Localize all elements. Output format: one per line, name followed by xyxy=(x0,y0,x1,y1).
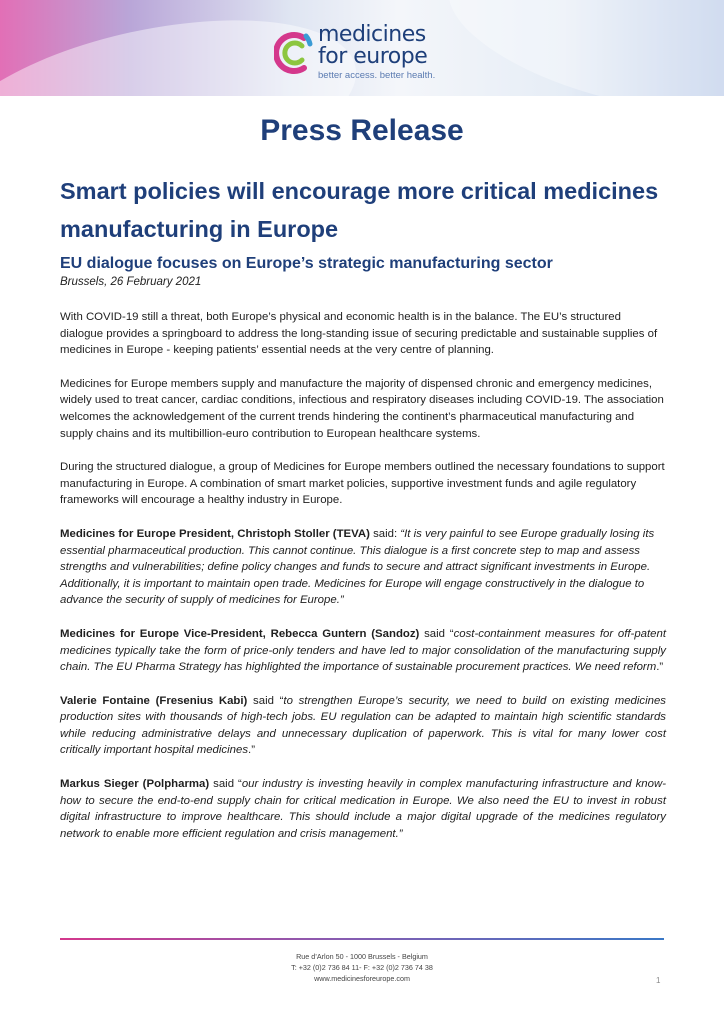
subheadline: EU dialogue focuses on Europe’s strategic manufacturing sector xyxy=(60,255,553,272)
headline: Smart policies will encourage more critical medicines manufacturing in Europe xyxy=(60,178,659,242)
footer-website[interactable]: www.medicinesforeurope.com xyxy=(314,974,410,983)
quote-text: cost-containment measures for off-patent medicines typically take the form of price-only tenders and have led to major consolidation of the manufacturing supply chain. The EU Pharma Strategy has highlighted the importance of sustainable procurement practices. We need reform xyxy=(60,627,666,674)
paragraph-3: During the structured dialogue, a group of Medicines for Europe members outlined the necessary foundations to support manufacturing in Europe. A combination of smart market policies, supportive investment funds and agile regulatory frameworks will encourage a healthy industry in Europe. xyxy=(60,461,665,507)
page-number: 1 xyxy=(656,976,661,985)
quote-said: said “ xyxy=(209,778,242,791)
header-banner xyxy=(0,0,724,96)
logo-line-2: for europe xyxy=(318,44,428,69)
quote-text: our industry is investing heavily in complex manufacturing infrastructure and know-how to secure the end-to-end supply chain for critical medication in Europe. We also need the EU to invest in robust digital infrastructure to improve healthcare. This should include a major digital upgrade of the medicines regulatory network to enable more efficient regulation and crisis management.” xyxy=(60,778,666,840)
article-body xyxy=(60,309,666,859)
logo-line-1: medicines xyxy=(318,22,426,47)
page-title: Press Release xyxy=(260,114,464,147)
logo-text xyxy=(318,24,435,81)
quote-text: “It is very painful to see Europe gradually losing its essential pharmaceutical production. This cannot continue. This dialogue is a first concrete step to map and assess strengths and vulnerabilities; define policy changes and funds to secure and attract significant investments in Europe. Additionally, it is important to maintain open trade. Medicines for Europe will engage constructively in the dialogue to advance the security of supply of medicines for Europe.” xyxy=(60,527,655,607)
quote-text: to strengthen Europe’s security, we need to build on existing medicines production sites with thousands of high-tech jobs. EU regulation can be adapted to maintain high scientific standards while reducing administrative delays and unnecessary duplication of paperwork. This is vital for many lower cost critically important hospital medicines xyxy=(60,694,666,757)
quote-speaker: Valerie Fontaine (Fresenius Kabi) xyxy=(60,694,248,707)
paragraph-1: With COVID-19 still a threat, both Europe’s physical and economic health is in the balance. The EU’s structured dialogue provides a springboard to address the long-standing issue of securing predictable and sustainable supplies of medicines in Europe - keeping patients’ essential needs at the very centre of planning. xyxy=(60,311,658,357)
footer xyxy=(0,951,724,984)
quote-end: .” xyxy=(248,744,255,757)
quote-fontaine xyxy=(60,693,666,759)
footer-divider xyxy=(60,938,664,940)
quote-guntern xyxy=(60,626,666,676)
quote-speaker: Medicines for Europe Vice-President, Rebecca Guntern (Sandoz) xyxy=(60,627,420,640)
quote-speaker: Medicines for Europe President, Christoph Stoller (TEVA) xyxy=(60,527,370,540)
quote-speaker: Markus Sieger (Polpharma) xyxy=(60,778,210,791)
quote-sieger xyxy=(60,776,666,842)
medicines-for-europe-logo xyxy=(274,24,474,88)
dateline: Brussels, 26 February 2021 xyxy=(60,276,202,288)
paragraph-2: Medicines for Europe members supply and manufacture the majority of dispensed chronic and emergency medicines, widely used to treat cancer, cardiac conditions, infectious and respiratory diseases including COVID-19. The association welcomes the acknowledgement of the current trends hindering the continent’s pharmaceutical manufacturing and supply chains and its multibillion-euro contribution to European healthcare systems. xyxy=(60,377,664,440)
footer-phone: T: +32 (0)2 736 84 11- F: +32 (0)2 736 74 38 xyxy=(291,963,433,972)
quote-stoller xyxy=(60,526,666,609)
footer-address: Rue d’Arlon 50 - 1000 Brussels - Belgium xyxy=(296,952,428,961)
quote-said: said: xyxy=(369,527,401,540)
quote-said: said “ xyxy=(247,694,284,707)
quote-end: .” xyxy=(656,661,664,674)
quote-said: said “ xyxy=(419,627,454,640)
logo-mark-icon xyxy=(274,30,314,76)
logo-tagline: better access. better health. xyxy=(318,70,436,81)
